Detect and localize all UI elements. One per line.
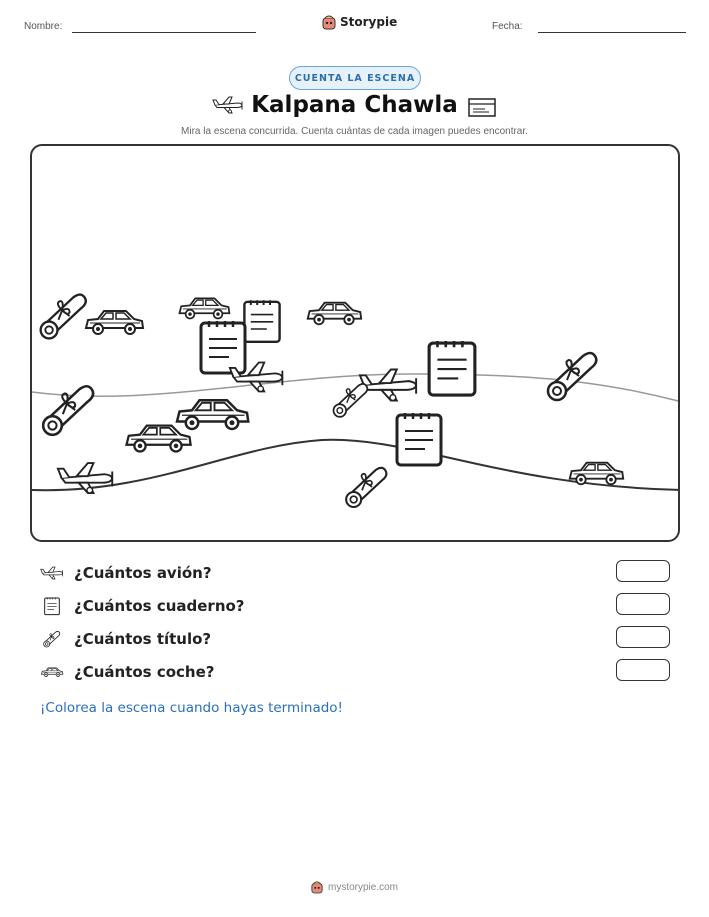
question-text: ¿Cuántos título? <box>74 630 212 648</box>
notebook-icon <box>201 321 245 373</box>
answer-box[interactable] <box>616 659 670 681</box>
car-icon <box>177 400 248 429</box>
question-text: ¿Cuántos coche? <box>74 663 215 681</box>
car-icon <box>570 463 623 485</box>
diploma-icon <box>40 629 64 649</box>
activity-badge: CUENTA LA ESCENA <box>289 66 421 90</box>
footer-url[interactable]: mystorypie.com <box>327 881 398 893</box>
car-icon <box>180 298 230 318</box>
diploma-icon <box>41 295 86 339</box>
question-text: ¿Cuántos cuaderno? <box>74 597 245 615</box>
notebook-icon <box>244 300 279 342</box>
notebook-icon <box>429 341 475 395</box>
question-row <box>40 560 670 586</box>
page-title: Kalpana Chawla <box>251 92 458 118</box>
notebook-icon <box>397 413 441 465</box>
diploma-icon <box>346 468 386 507</box>
brand-name: Storypie <box>340 15 398 29</box>
car-icon <box>40 664 64 680</box>
date-label: Fecha: <box>492 21 523 32</box>
scene-panel <box>30 144 680 542</box>
airplane-icon <box>58 463 112 493</box>
diploma-icon <box>548 353 596 400</box>
question-row <box>40 593 670 619</box>
box-icon <box>467 96 497 118</box>
name-line[interactable] <box>72 32 256 33</box>
pie-mascot-icon <box>311 880 323 894</box>
brand-logo <box>322 14 397 30</box>
instructions: Mira la escena concurrida. Cuenta cuántas de cada imagen puedes encontrar. <box>181 126 528 137</box>
answer-box[interactable] <box>616 593 670 615</box>
question-row <box>40 659 670 685</box>
closing-instruction: ¡Colorea la escena cuando hayas terminado! <box>40 700 343 716</box>
question-text: ¿Cuántos avión? <box>74 564 212 582</box>
footer <box>0 880 709 894</box>
answer-box[interactable] <box>616 560 670 582</box>
name-label: Nombre: <box>24 21 63 32</box>
notebook-icon <box>40 596 64 616</box>
question-row <box>40 626 670 652</box>
car-icon <box>127 426 191 452</box>
car-icon <box>86 311 143 334</box>
airplane-icon <box>40 564 64 582</box>
date-line[interactable] <box>538 32 686 33</box>
car-icon <box>308 303 361 325</box>
pie-mascot-icon <box>322 14 336 30</box>
answer-box[interactable] <box>616 626 670 648</box>
diploma-icon <box>334 384 368 417</box>
scene-drawing <box>32 146 680 542</box>
